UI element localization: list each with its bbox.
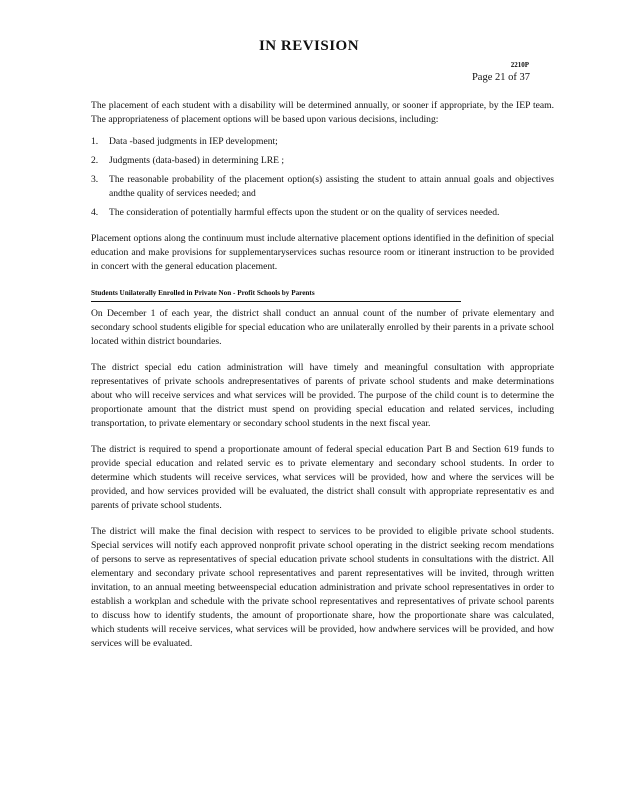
list-item [91, 173, 554, 201]
list-text: The reasonable probability of the placement option(s) assisting the student to attain annual goals and objectives andthe quality of services needed; and [109, 174, 554, 199]
list-number: 1. [91, 136, 99, 147]
page-number: Page 21 of 37 [471, 72, 530, 83]
list-number: 2. [91, 155, 99, 166]
list-text: Judgments (data-based) in determining LRE ; [109, 155, 285, 166]
paragraph: On December 1 of each year, the district shall conduct an annual count of the number of private elementary and secondary school students eligible for special education who are unilaterally enrolled by their parents in a private school located within district boundaries. [91, 308, 554, 347]
list-number: 4. [91, 207, 99, 218]
list-number: 3. [91, 174, 99, 185]
page-title: IN REVISION [258, 38, 360, 54]
list-item [91, 135, 554, 149]
section-heading: Students Unilaterally Enrolled in Private Non - Profit Schools by Parents [91, 286, 461, 302]
paragraph: The district is required to spend a proportionate amount of federal special education Part B and Section 619 funds to provide special education and related servic es to private elementary and secondary school students. In order to determine which students will receive services, what services will be provided, how and where the services will be provided, and how services provided will be evaluated, the district shall consult with appropriate representativ es and parents of private school students. [91, 444, 554, 511]
paragraph: The district will make the final decision with respect to services to be provided to eligible private school students. Special services will notify each approved nonprofit private school operating in the district seeking recom mendations of persons to serve as representatives of special education private school students in consultations with the district. All elementary and secondary private school representatives and parent representatives will be invited, through written invitation, to an annual meeting betweenspecial education administration and private school representatives in order to establish a workplan and schedule with the private school representatives and representatives of private school parents to discuss how to identify students, the amount of proportionate share, how the proportionate share was calculated, which students will receive services, what services will be provided, how andwhere services will be provided, and how services will be evaluated. [91, 526, 554, 649]
document-body [91, 99, 554, 651]
intro-paragraph: The placement of each student with a disability will be determined annually, or sooner if appropriate, by the IEP team. The appropriateness of placement options will be based upon various decisions, including: [91, 100, 554, 125]
list-item [91, 206, 554, 220]
list-text: Data -based judgments in IEP development; [109, 136, 278, 147]
decision-list [91, 135, 554, 220]
list-text: The consideration of potentially harmful effects upon the student or on the quality of services needed. [109, 207, 500, 218]
list-item [91, 154, 554, 168]
placement-options-paragraph: Placement options along the continuum must include alternative placement options identified in the definition of special education and make provisions for supplementaryservices suchas resource room or itinerant instruction to be provided in concert with the general education placement. [91, 233, 554, 272]
paragraph: The district special edu cation administration will have timely and meaningful consultation with appropriate representatives of private schools andrepresentatives of parents of private school students and make determinations about who will receive services and what services will be provided. The purpose of the child count is to determine the proportionate amount that the district must spend on providing special education and related services, including transportation, to private elementary or secondary school students in the next fiscal year. [91, 362, 554, 429]
policy-code: 2210P [510, 61, 529, 69]
